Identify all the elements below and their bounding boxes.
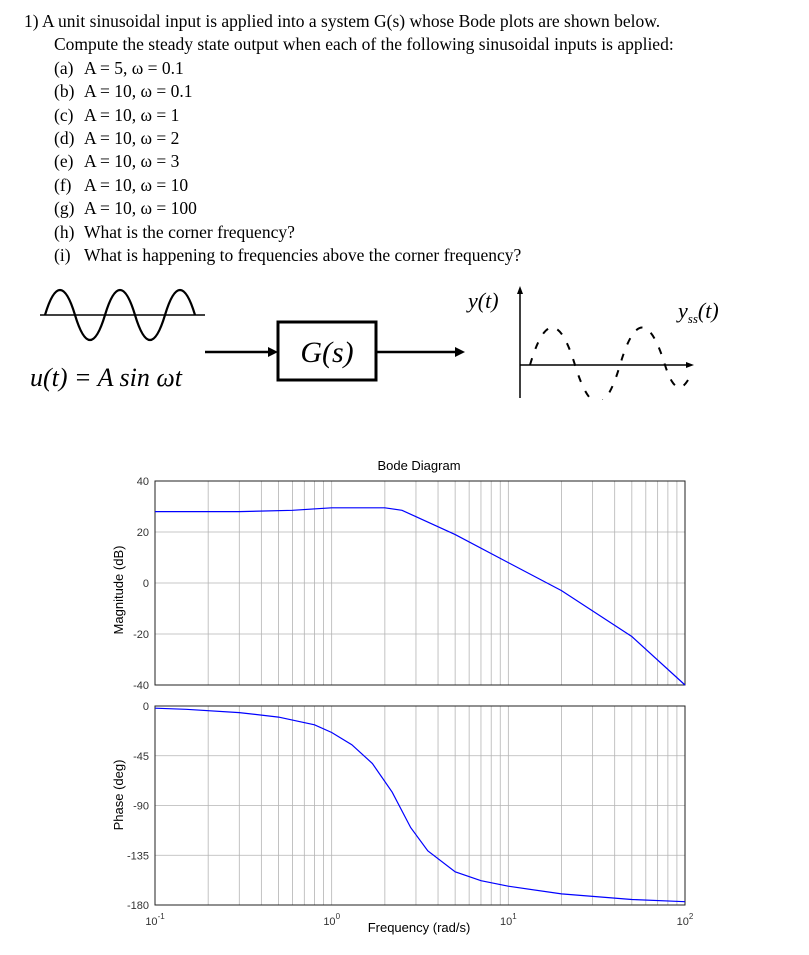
phase-ytick-label: -135 bbox=[126, 850, 149, 863]
problem-part: (e) A = 10, ω = 3 bbox=[54, 151, 180, 172]
phase-axis-label: Phase (deg) bbox=[111, 759, 126, 831]
problem-intro-line1: A unit sinusoidal input is applied into a system G(s) whose Bode plots are shown below. bbox=[42, 11, 661, 31]
output-curve-label: $y_{ss}(t)$ bbox=[678, 298, 719, 326]
problem-part: (g) A = 10, ω = 100 bbox=[54, 198, 197, 219]
output-arrowhead bbox=[455, 347, 465, 357]
bode-plot bbox=[0, 440, 809, 955]
problem-part: (f) A = 10, ω = 10 bbox=[54, 174, 189, 195]
output-axis-label: y(t) bbox=[468, 288, 499, 313]
magnitude-axis-label: Magnitude (dB) bbox=[111, 545, 126, 635]
problem-number: 1) bbox=[24, 11, 39, 31]
magnitude-ytick-label: -40 bbox=[133, 680, 149, 692]
magnitude-curve bbox=[155, 508, 685, 685]
magnitude-ytick-label: 40 bbox=[136, 476, 149, 488]
problem-part: (b) A = 10, ω = 0.1 bbox=[54, 81, 193, 102]
problem-parts-list bbox=[24, 57, 804, 268]
bode-panels bbox=[127, 476, 694, 928]
block-diagram bbox=[0, 270, 809, 400]
magnitude-ytick-label: 0 bbox=[142, 578, 149, 590]
output-y-arrowhead bbox=[517, 286, 523, 294]
block-label: G(s) bbox=[300, 336, 354, 369]
phase-ytick-label: 0 bbox=[142, 701, 149, 713]
bode-title: Bode Diagram bbox=[377, 458, 461, 473]
problem-part: (i) What is happening to frequencies above the corner frequency? bbox=[54, 245, 522, 266]
output-sine-wave bbox=[530, 328, 688, 401]
problem-statement bbox=[24, 10, 804, 267]
magnitude-ytick-label: -20 bbox=[133, 629, 149, 641]
xtick-label: $10^2$ bbox=[676, 912, 694, 928]
magnitude-ytick-label: 20 bbox=[136, 527, 149, 539]
phase-ytick-label: -45 bbox=[133, 750, 149, 763]
phase-curve bbox=[155, 708, 685, 902]
phase-ytick-label: -90 bbox=[133, 800, 149, 813]
frequency-axis-label: Frequency (rad/s) bbox=[367, 920, 471, 935]
problem-part: (h) What is the corner frequency? bbox=[54, 221, 295, 242]
problem-part: (d) A = 10, ω = 2 bbox=[54, 128, 180, 149]
output-x-arrowhead bbox=[686, 362, 694, 368]
problem-intro-line2: Compute the steady state output when each of the following sinusoidal inputs is applied: bbox=[54, 34, 674, 55]
xtick-label: $10^{-1}$ bbox=[145, 912, 165, 928]
problem-part: (c) A = 10, ω = 1 bbox=[54, 104, 180, 125]
problem-part: (a) A = 5, ω = 0.1 bbox=[54, 57, 184, 78]
phase-ytick-label: -180 bbox=[126, 900, 149, 912]
xtick-label: $10^1$ bbox=[499, 912, 517, 928]
xtick-label: $10^0$ bbox=[323, 912, 341, 928]
input-label: u(t) = A sin ωt bbox=[30, 363, 182, 392]
